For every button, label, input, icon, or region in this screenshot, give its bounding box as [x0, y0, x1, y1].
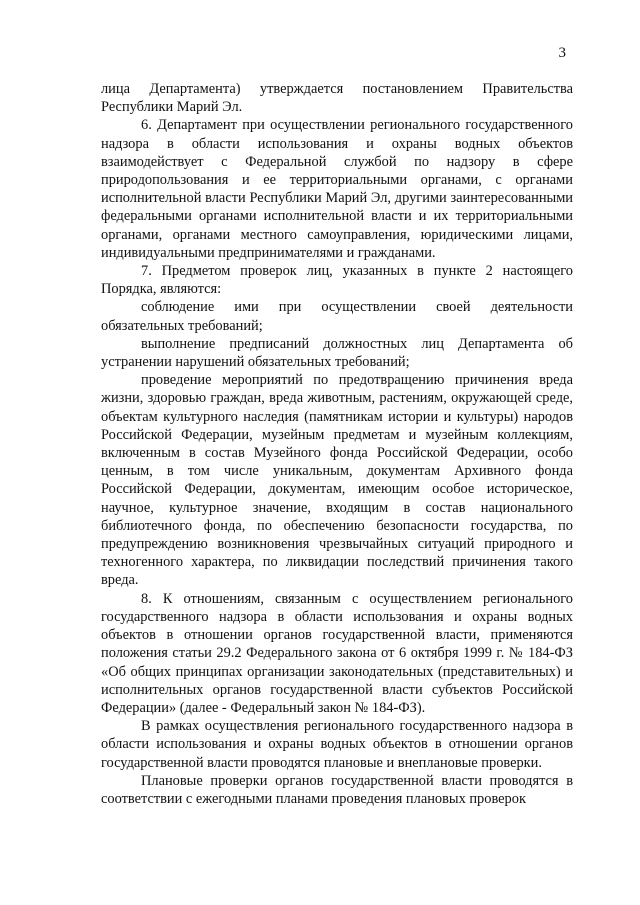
page-number: 3	[558, 45, 566, 61]
paragraph: проведение мероприятий по предотвращению причинения вреда жизни, здоровью граждан, вреда животным, растениям, окружающей среде, объектам культурного наследия (памятникам истории и культуры) народов Российской Федерации, музейным предметам и музейным коллекциям, включенным в состав Музейного фонда Российской Федерации, особо ценным, в том числе уникальным, документам Архивного фонда Российской Федерации, документам, имеющим особое историческое, научное, культурное значение, входящим в состав национального библиотечного фонда, по обеспечению безопасности государства, по предупреждению возникновения чрезвычайных ситуаций природного и техногенного характера, по ликвидации последствий причинения такого вреда.	[101, 372, 573, 589]
paragraph: лица Департамента) утверждается постановлением Правительства Республики Марий Эл.	[101, 81, 573, 116]
paragraph: Плановые проверки органов государственной власти проводятся в соответствии с ежегодными планами проведения плановых проверок	[101, 772, 573, 807]
paragraph: В рамках осуществления регионального государственного надзора в области использования и охраны водных объектов в отношении органов государственной власти проводятся плановые и внеплановые проверки.	[101, 718, 573, 771]
document-body	[101, 80, 573, 808]
paragraph: выполнение предписаний должностных лиц Департамента об устранении нарушений обязательных требований;	[101, 335, 573, 371]
paragraph: соблюдение ими при осуществлении своей деятельности обязательных требований;	[101, 299, 573, 334]
paragraph: 7. Предметом проверок лиц, указанных в пункте 2 настоящего Порядка, являются:	[101, 263, 573, 298]
paragraph: 6. Департамент при осуществлении регионального государственного надзора в области использования и охраны водных объектов взаимодействует с Федеральной службой по надзору в сфере природопользования и ее территориальными органами, с органами исполнительной власти Республики Марий Эл, другими заинтересованными федеральными органами исполнительной власти и их территориальными органами, органами местного самоуправления, юридическими лицами, индивидуальными предпринимателями и гражданами.	[101, 117, 573, 261]
paragraph: 8. К отношениям, связанным с осуществлением регионального государственного надзора в области использования и охраны водных объектов в отношении органов государственной власти, применяются положения статьи 29.2 Федерального закона от 6 октября 1999 г. № 184-ФЗ «Об общих принципах организации законодательных (представительных) и исполнительных органов государственной власти субъектов Российской Федерации» (далее - Федеральный закон № 184-ФЗ).	[101, 590, 573, 716]
